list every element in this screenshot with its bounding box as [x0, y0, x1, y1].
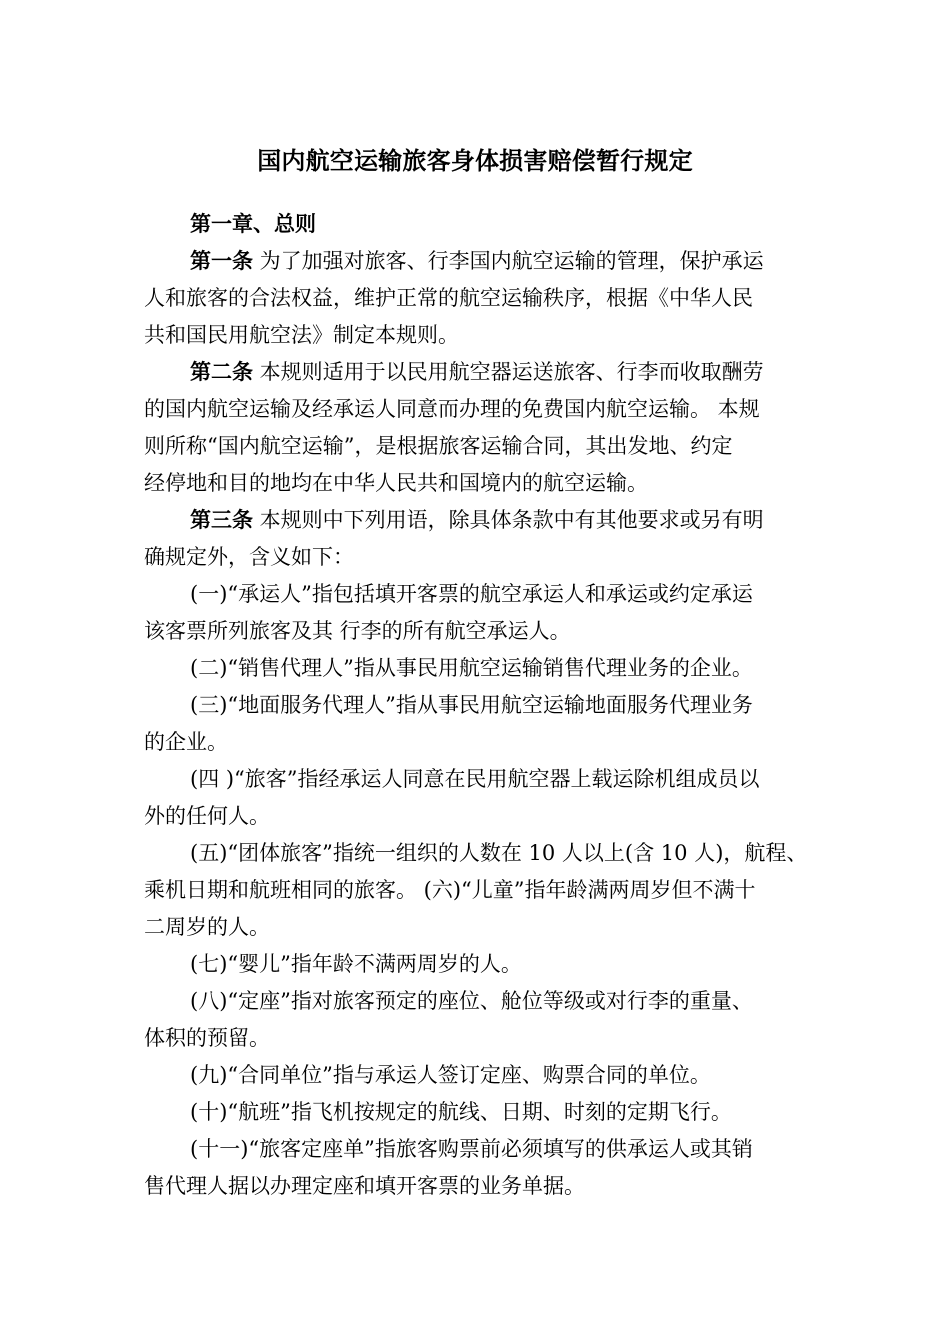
definition-5-line-1: (五)“团体旅客”指统一组织的人数在 10 人以上(含 10 人)，航程、 — [190, 841, 808, 865]
definition-5-line-2: 乘机日期和航班相同的旅客。 (六)“儿童”指年龄满两周岁但不满十 — [144, 878, 756, 902]
article-1-line-3: 共和国民用航空法》制定本规则。 — [144, 323, 459, 347]
definition-3-line-1: (三)“地面服务代理人”指从事民用航空运输地面服务代理业务 — [190, 693, 753, 717]
definition-2-line-1: (二)“销售代理人”指从事民用航空运输销售代理业务的企业。 — [190, 656, 753, 680]
article-2-label: 第二条 — [190, 360, 253, 384]
article-3-line-1 — [144, 502, 814, 539]
definition-3-line-2: 的企业。 — [144, 730, 228, 754]
definition-8-line-1: (八)“定座”指对旅客预定的座位、舱位等级或对行李的重量、 — [190, 989, 753, 1013]
article-2-line-4: 经停地和目的地均在中华人民共和国境内的航空运输。 — [144, 471, 648, 495]
definition-1-line-1: (一)“承运人”指包括填开客票的航空承运人和承运或约定承运 — [190, 582, 753, 606]
chapter-heading: 第一章、总则 — [190, 212, 316, 236]
definition-7-line-1: (七)“婴儿”指年龄不满两周岁的人。 — [190, 952, 522, 976]
definition-11-line-2: 售代理人据以办理定座和填开客票的业务单据。 — [144, 1174, 585, 1198]
document-body — [144, 206, 814, 1205]
article-3-line-2: 确规定外，含义如下： — [144, 545, 354, 569]
article-2-line-1 — [144, 354, 814, 391]
article-1-text: 为了加强对旅客、行李国内航空运输的管理，保护承运 — [253, 249, 764, 273]
definition-10-line-1: (十)“航班”指飞机按规定的航线、日期、时刻的定期飞行。 — [190, 1100, 732, 1124]
article-3-text: 本规则中下列用语，除具体条款中有其他要求或另有明 — [253, 508, 764, 532]
article-2-text: 本规则适用于以民用航空器运送旅客、行李而收取酬劳 — [253, 360, 764, 384]
document-title: 国内航空运输旅客身体损害赔偿暂行规定 — [257, 147, 693, 175]
definition-4-line-1: (四 )“旅客”指经承运人同意在民用航空器上载运除机组成员以 — [190, 767, 760, 791]
definition-11-line-1: (十一)“旅客定座单”指旅客购票前必须填写的供承运人或其销 — [190, 1137, 753, 1161]
article-1-label: 第一条 — [190, 249, 253, 273]
definition-4-line-2: 外的任何人。 — [144, 804, 270, 828]
definition-8-line-2: 体积的预留。 — [144, 1026, 270, 1050]
article-3-label: 第三条 — [190, 508, 253, 532]
article-2-line-2: 的国内航空运输及经承运人同意而办理的免费国内航空运输。 本规 — [144, 397, 760, 421]
article-1-line-1 — [144, 243, 814, 280]
article-1-line-2: 人和旅客的合法权益，维护正常的航空运输秩序，根据《中华人民 — [144, 286, 753, 310]
definition-1-line-2: 该客票所列旅客及其 行李的所有航空承运人。 — [144, 619, 571, 643]
definition-9-line-1: (九)“合同单位”指与承运人签订定座、购票合同的单位。 — [190, 1063, 711, 1087]
article-2-line-3: 则所称“国内航空运输”，是根据旅客运输合同，其出发地、约定 — [144, 434, 733, 458]
definition-5-line-3: 二周岁的人。 — [144, 915, 270, 939]
